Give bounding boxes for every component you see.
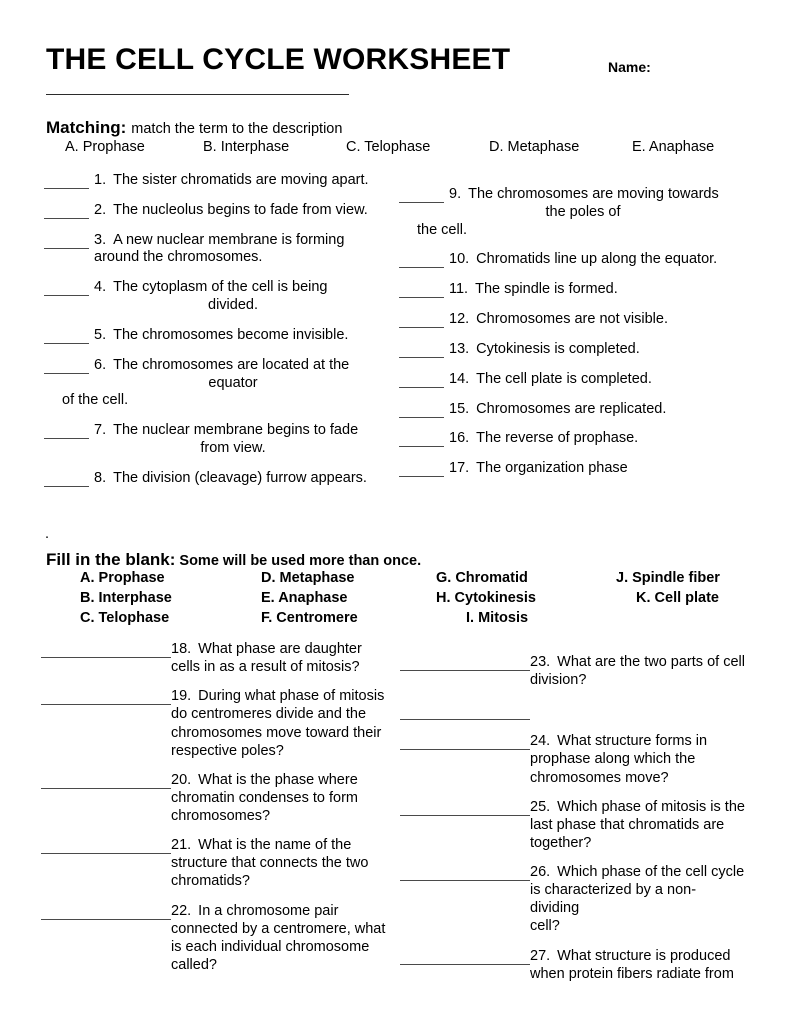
fill-in-blank-item — [41, 902, 386, 975]
fill-in-blank-item-text-continued: chromosomes? — [171, 808, 271, 824]
matching-answer-blank[interactable] — [399, 314, 444, 328]
matching-item-number: 16. — [449, 430, 470, 447]
matching-item-number: 1. — [94, 172, 107, 188]
matching-option-a: A. Prophase — [65, 139, 145, 155]
matching-item-number: 14. — [449, 370, 470, 387]
matching-item-number: 10. — [449, 251, 470, 268]
title-underline-rule — [46, 94, 349, 95]
matching-item-number: 12. — [449, 311, 470, 328]
fill-in-blank-item-number: 19. — [171, 688, 192, 705]
fill-in-blank-answer-line[interactable] — [400, 735, 530, 750]
matching-item — [44, 327, 404, 345]
matching-option-e: E. Anaphase — [632, 139, 715, 155]
matching-item — [399, 251, 749, 269]
matching-item-number: 15. — [449, 400, 470, 417]
matching-item-text: The division (cleavage) furrow appears. — [113, 469, 367, 486]
matching-item-text-continued: the poles of — [545, 203, 621, 220]
matching-answer-blank[interactable] — [399, 374, 444, 388]
fill-in-blank-item-text-continued: chromatin condenses to form — [171, 789, 358, 806]
fill-in-blank-item — [41, 687, 386, 760]
fill-in-blank-answer-line[interactable] — [41, 690, 171, 705]
matching-item-text: Chromatids line up along the equator. — [476, 251, 718, 268]
fill-in-blank-item-text-continued: structure that connects the two — [171, 855, 369, 872]
matching-heading-instruction: match the term to the description — [131, 121, 343, 137]
wordbank-option-e: E. Anaphase — [261, 590, 348, 606]
matching-item — [399, 311, 749, 329]
matching-item-text: The chromosomes are moving towards — [468, 186, 719, 202]
matching-answer-blank[interactable] — [44, 235, 89, 249]
fill-in-blank-heading-label: Fill in the blank: — [46, 550, 176, 569]
matching-item-number: 7. — [94, 422, 107, 439]
matching-item-text: The nucleolus begins to fade from view. — [113, 201, 368, 218]
matching-answer-blank[interactable] — [44, 205, 89, 219]
fill-in-blank-item-text: Which phase of the cell cycle — [557, 864, 745, 880]
matching-item-text: Chromosomes are replicated. — [476, 400, 667, 417]
stray-period-mark: . — [45, 526, 50, 542]
matching-answer-blank[interactable] — [399, 404, 444, 418]
matching-item-text: The cell plate is completed. — [476, 370, 652, 387]
fill-in-blank-item-text-continued: is each individual chromosome — [171, 938, 370, 955]
fill-in-blank-item-text-continued: respective poles? — [171, 742, 284, 759]
matching-item-number: 6. — [94, 356, 107, 373]
fill-in-blank-item-text: What is the name of the — [198, 837, 352, 854]
matching-item-text: The spindle is formed. — [475, 281, 618, 298]
fill-in-blank-item-text-continued: do centromeres divide and the — [171, 706, 367, 723]
wordbank-option-a: A. Prophase — [80, 570, 165, 586]
fill-in-blank-item-text-continued: called? — [171, 956, 217, 973]
fill-in-blank-item-text: What structure is produced — [557, 947, 731, 964]
wordbank-option-i: I. Mitosis — [466, 610, 529, 626]
wordbank-option-d: D. Metaphase — [261, 570, 355, 586]
fill-in-blank-list-right — [400, 653, 745, 994]
matching-item-text: The chromosomes are located at the — [113, 356, 350, 373]
matching-item — [399, 401, 749, 419]
fill-in-blank-list-left — [41, 640, 386, 985]
fill-in-blank-wordbank — [46, 570, 756, 632]
matching-item — [44, 279, 404, 315]
fill-in-blank-answer-line[interactable] — [400, 950, 530, 965]
matching-section-heading — [46, 118, 746, 138]
matching-item-number: 17. — [449, 460, 470, 477]
matching-item-text: The sister chromatids are moving apart. — [113, 172, 369, 188]
fill-in-blank-item-number: 18. — [171, 641, 192, 657]
fill-in-blank-item-number: 20. — [171, 771, 192, 788]
fill-in-blank-item-number: 27. — [530, 947, 551, 964]
matching-item — [399, 460, 749, 478]
matching-item — [44, 232, 404, 268]
matching-answer-blank[interactable] — [44, 360, 89, 374]
matching-item — [44, 172, 404, 190]
fill-in-blank-item-text-continued: together? — [530, 834, 592, 851]
matching-item-number: 5. — [94, 326, 107, 343]
matching-item-text: A new nuclear membrane is forming — [113, 231, 345, 248]
fill-in-blank-heading — [46, 550, 421, 570]
matching-heading-label: Matching: — [46, 118, 127, 137]
fill-in-blank-item — [400, 653, 745, 720]
wordbank-option-g: G. Chromatid — [436, 570, 528, 586]
fill-in-blank-item — [41, 640, 386, 676]
matching-answer-options — [46, 139, 756, 161]
matching-item — [44, 422, 404, 458]
matching-item-text: The cytoplasm of the cell is being — [113, 279, 328, 296]
matching-item — [399, 371, 749, 389]
fill-in-blank-answer-line[interactable] — [41, 839, 171, 854]
matching-answer-blank[interactable] — [44, 425, 89, 439]
matching-item-text-continued: equator — [208, 374, 258, 391]
fill-in-blank-item — [400, 732, 745, 786]
matching-item-text: Chromosomes are not visible. — [476, 311, 668, 328]
matching-item-text-continued: the cell. — [417, 221, 467, 238]
fill-in-blank-item-text: What is the phase where — [198, 771, 358, 788]
matching-item-text: The organization phase — [476, 460, 628, 477]
matching-answer-blank[interactable] — [399, 254, 444, 268]
wordbank-option-b: B. Interphase — [80, 590, 172, 606]
matching-item-text-continued: from view. — [200, 440, 266, 457]
fill-in-blank-item-number: 21. — [171, 837, 192, 854]
matching-answer-blank[interactable] — [44, 473, 89, 487]
fill-in-blank-item-number: 25. — [530, 798, 551, 815]
fill-in-blank-item-text-continued: connected by a centromere, what — [171, 920, 386, 937]
fill-in-blank-answer-line[interactable] — [400, 801, 530, 816]
wordbank-option-h: H. Cytokinesis — [436, 590, 536, 606]
page-title: THE CELL CYCLE WORKSHEET — [46, 43, 511, 76]
matching-item-number: 2. — [94, 201, 107, 218]
matching-item — [44, 357, 404, 410]
matching-item — [44, 202, 404, 220]
matching-item-number: 3. — [94, 231, 107, 248]
matching-answer-blank[interactable] — [399, 463, 444, 477]
matching-item-text: The nuclear membrane begins to fade — [113, 422, 359, 439]
matching-item-text-continued: divided. — [208, 297, 258, 314]
page-header — [46, 44, 746, 114]
fill-in-blank-answer-line[interactable] — [41, 643, 171, 658]
fill-in-blank-item-number: 22. — [171, 902, 192, 919]
matching-item-text: The chromosomes become invisible. — [113, 326, 349, 343]
fill-in-blank-item — [400, 947, 745, 983]
wordbank-option-j: J. Spindle fiber — [616, 570, 720, 586]
matching-list-right — [399, 186, 749, 490]
matching-item-number: 9. — [449, 186, 462, 202]
fill-in-blank-answer-line[interactable] — [41, 774, 171, 789]
fill-in-blank-item-text-continued: chromosomes move toward their — [171, 724, 382, 741]
fill-in-blank-answer-line[interactable] — [41, 905, 171, 920]
matching-item-number: 4. — [94, 279, 107, 296]
fill-in-blank-item-text-continued: chromosomes move? — [530, 769, 669, 786]
matching-item — [44, 470, 404, 488]
wordbank-option-f: F. Centromere — [261, 610, 358, 626]
matching-item-text-continued: of the cell. — [62, 392, 129, 409]
fill-in-blank-item-text-continued: is characterized by a non-dividing — [530, 882, 697, 917]
fill-in-blank-item-text: Which phase of mitosis is the — [557, 798, 745, 815]
matching-list-left — [44, 172, 404, 500]
fill-in-blank-heading-instruction: Some will be used more than once. — [179, 553, 422, 569]
wordbank-option-c: C. Telophase — [80, 610, 170, 626]
matching-answer-blank[interactable] — [399, 344, 444, 358]
fill-in-blank-answer-line[interactable] — [400, 656, 530, 671]
fill-in-blank-item-text: In a chromosome pair — [198, 902, 339, 919]
fill-in-blank-item-text: What phase are daughter — [198, 641, 362, 657]
matching-item — [399, 281, 749, 299]
fill-in-blank-item — [400, 863, 745, 936]
matching-item — [399, 186, 749, 239]
matching-option-c: C. Telophase — [346, 139, 431, 155]
matching-option-b: B. Interphase — [203, 139, 290, 155]
fill-in-blank-second-answer-line[interactable] — [400, 705, 530, 720]
fill-in-blank-item-text-continued: when protein fibers radiate from — [530, 965, 734, 982]
fill-in-blank-item-number: 24. — [530, 733, 551, 750]
matching-answer-blank[interactable] — [399, 433, 444, 447]
fill-in-blank-item-text-continued: cell? — [530, 918, 560, 935]
fill-in-blank-item-text-continued: chromatids? — [171, 873, 250, 890]
fill-in-blank-item — [41, 836, 386, 890]
matching-item — [399, 430, 749, 448]
matching-item-text-continued: around the chromosomes. — [94, 249, 263, 266]
matching-item-text: The reverse of prophase. — [476, 430, 639, 447]
fill-in-blank-answer-line[interactable] — [400, 866, 530, 881]
wordbank-option-k: K. Cell plate — [636, 590, 719, 606]
fill-in-blank-item-number: 26. — [530, 864, 551, 880]
fill-in-blank-item-text: During what phase of mitosis — [198, 688, 385, 705]
fill-in-blank-item — [41, 771, 386, 825]
matching-answer-blank[interactable] — [44, 175, 89, 189]
fill-in-blank-item-text-continued: prophase along which the — [530, 751, 696, 768]
matching-item — [399, 341, 749, 359]
fill-in-blank-item-text: What are the two parts of cell — [557, 654, 745, 670]
matching-item-number: 8. — [94, 469, 107, 486]
matching-item-text: Cytokinesis is completed. — [476, 340, 640, 357]
fill-in-blank-item-text: What structure forms in — [557, 733, 708, 750]
matching-answer-blank[interactable] — [44, 330, 89, 344]
matching-option-d: D. Metaphase — [489, 139, 580, 155]
matching-item-number: 11. — [449, 281, 469, 298]
fill-in-blank-item-number: 23. — [530, 654, 551, 670]
fill-in-blank-item-text-continued: cells in as a result of mitosis? — [171, 659, 360, 676]
matching-answer-blank[interactable] — [399, 189, 444, 203]
fill-in-blank-item — [400, 798, 745, 852]
name-field-label: Name: — [608, 59, 651, 75]
matching-answer-blank[interactable] — [399, 284, 444, 298]
fill-in-blank-item-text-continued: division? — [530, 672, 587, 689]
matching-answer-blank[interactable] — [44, 282, 89, 296]
fill-in-blank-item-text-continued: last phase that chromatids are — [530, 816, 725, 833]
matching-item-number: 13. — [449, 340, 470, 357]
